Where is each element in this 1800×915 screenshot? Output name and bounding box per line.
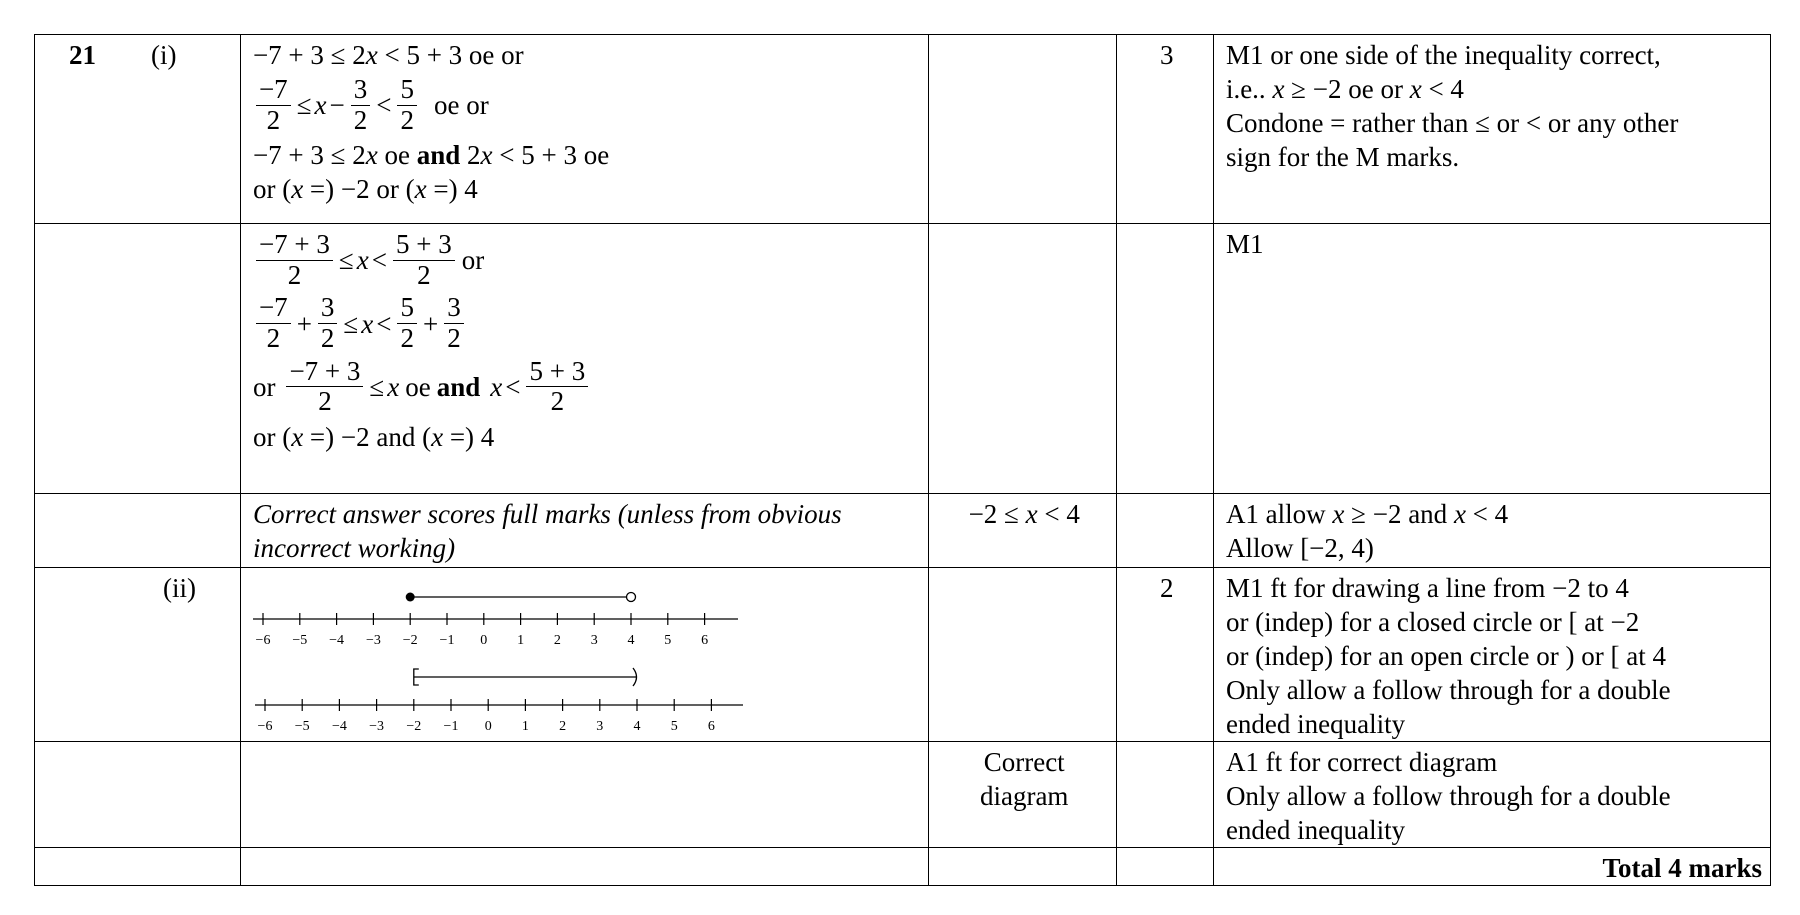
question-part-i: (i) [151, 40, 177, 70]
tick-label: −6 [255, 633, 271, 648]
answer-cell [928, 35, 1116, 224]
tick-label: −1 [439, 633, 455, 648]
working-line-3: −7 + 3 ≤ 2x oe and 2x < 5 + 3 oe [252, 140, 610, 171]
working-cell [240, 742, 928, 848]
notes-cell: M1 ft for drawing a line from −2 to 4 or (indep) for a closed circle or [ at −2 or (indep) for an open circle or ) or [ at 4 Only allow a follow through for a double ended inequality [1213, 568, 1770, 742]
question-number: 21 [69, 40, 96, 70]
working-cell [240, 568, 928, 742]
row-part-i-method1 [35, 35, 1771, 224]
fraction: $\frac{5}{2}$ [397, 293, 417, 353]
row-part-i-answer [35, 494, 1771, 568]
working-cell: Correct answer scores full marks (unless from obvious incorrect working) [240, 494, 928, 568]
fraction: $\frac{-7 + 3}{2}$ [286, 357, 363, 417]
working-line-1: $\frac{-7 + 3}{2}$ ≤ x < $\frac{5 + 3}{2}$ or [253, 230, 920, 290]
fraction: $\frac{-7}{2}$ [256, 75, 291, 135]
notes-cell: A1 allow x ≥ −2 and x < 4 Allow [−2, 4) [1213, 494, 1770, 568]
row-part-ii-answer [35, 742, 1771, 848]
question-cell [35, 494, 241, 568]
answer-cell: −2 ≤ x < 4 [928, 494, 1116, 568]
tick-label: 2 [553, 633, 561, 648]
total-marks: Total 4 marks [1213, 848, 1770, 886]
mark-cell: 2 [1116, 568, 1213, 742]
answer-cell [928, 224, 1116, 494]
tick-label: 6 [701, 633, 709, 648]
mark-cell [1116, 224, 1213, 494]
tick-label: 2 [559, 719, 567, 734]
tick-label: 3 [596, 719, 604, 734]
tick-label: 4 [633, 719, 641, 734]
question-cell [35, 742, 241, 848]
tick-label: 1 [517, 633, 525, 648]
tick-label: −3 [369, 719, 385, 734]
working-cell [240, 35, 928, 224]
question-cell [35, 224, 241, 494]
answer-cell: Correct diagram [928, 742, 1116, 848]
mark-cell [1116, 494, 1213, 568]
fraction: $\frac{3}{2}$ [318, 293, 338, 353]
answer-cell [928, 568, 1116, 742]
fraction: $\frac{5 + 3}{2}$ [526, 357, 588, 417]
tick-label: 3 [590, 633, 598, 648]
open-circle-endpoint [626, 593, 635, 602]
number-line-diagram [253, 571, 753, 736]
question-cell [35, 568, 241, 742]
tick-label: 5 [670, 719, 678, 734]
tick-label: 0 [480, 633, 488, 648]
working-cell [240, 224, 928, 494]
tick-label: −2 [406, 719, 422, 734]
tick-label: −5 [292, 633, 308, 648]
fraction: $\frac{5}{2}$ [397, 75, 417, 135]
tick-label: −2 [402, 633, 418, 648]
tick-label: 4 [627, 633, 635, 648]
mark-cell [1116, 742, 1213, 848]
question-part-ii: (ii) [163, 573, 196, 603]
fraction: $\frac{3}{2}$ [351, 75, 371, 135]
working-line-3: or $\frac{-7 + 3}{2}$ ≤ x oe and x < $\frac{5 + 3}{2}$ [253, 357, 920, 417]
notes-cell: M1 [1213, 224, 1770, 494]
tick-label: 0 [484, 719, 492, 734]
working-line-2: $\frac{-7}{2}$ ≤ x − $\frac{3}{2}$ < $\frac{5}{2}$ oe or [253, 75, 920, 135]
row-part-ii [35, 568, 1771, 742]
tick-label: 5 [664, 633, 672, 648]
tick-label: 1 [521, 719, 529, 734]
notes-cell: M1 or one side of the inequality correct, i.e.. x ≥ −2 oe or x < 4 Condone = rather than ≤ or < or any other sign for the M marks. [1213, 35, 1770, 224]
row-part-i-method2 [35, 224, 1771, 494]
tick-label: −1 [443, 719, 459, 734]
row-total [35, 848, 1771, 886]
fraction: $\frac{-7 + 3}{2}$ [256, 230, 333, 290]
tick-label: −6 [257, 719, 273, 734]
fraction: $\frac{5 + 3}{2}$ [393, 230, 455, 290]
fraction: $\frac{3}{2}$ [444, 293, 464, 353]
fraction: $\frac{-7}{2}$ [256, 293, 291, 353]
working-line-2: $\frac{-7}{2}$ + $\frac{3}{2}$ ≤ x < $\frac{5}{2}$ + $\frac{3}{2}$ [253, 293, 920, 353]
tick-label: −5 [294, 719, 310, 734]
working-line-4: or (x =) −2 or (x =) 4 [252, 174, 478, 205]
tick-label: −4 [329, 633, 345, 648]
working-line-4: or (x =) −2 and (x =) 4 [252, 422, 495, 453]
tick-label: 6 [707, 719, 715, 734]
closed-circle-endpoint [406, 593, 415, 602]
tick-label: −3 [365, 633, 381, 648]
working-line-1: −7 + 3 ≤ 2x < 5 + 3 oe or [252, 40, 524, 70]
tick-label: −4 [331, 719, 347, 734]
mark-cell: 3 [1116, 35, 1213, 224]
notes-cell: A1 ft for correct diagram Only allow a follow through for a double ended inequality [1213, 742, 1770, 848]
question-cell [35, 35, 241, 224]
mark-scheme-table [34, 34, 1771, 886]
